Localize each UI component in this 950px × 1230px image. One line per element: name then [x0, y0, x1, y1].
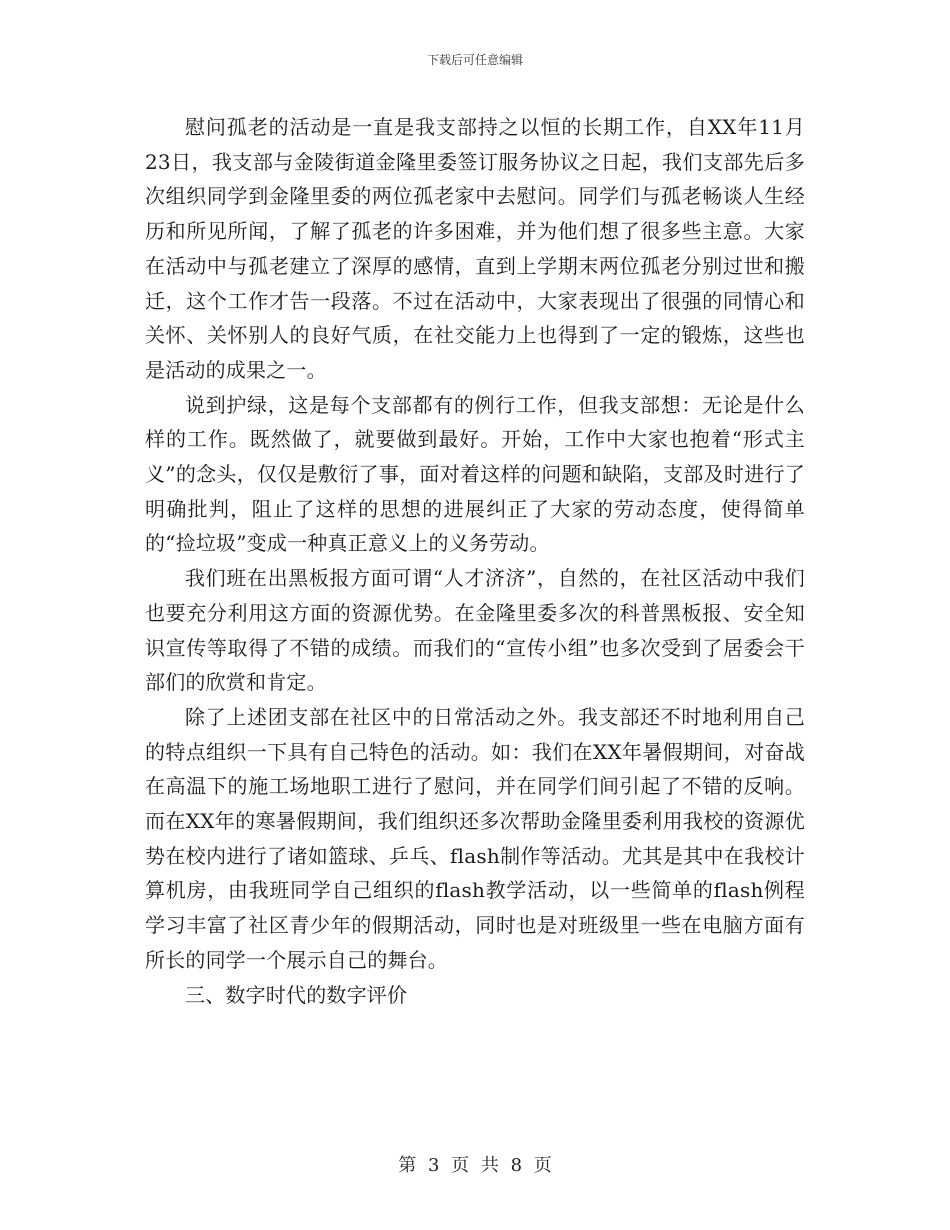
document-body [145, 110, 805, 1012]
page-header: 下载后可任意编辑 [426, 53, 523, 67]
paragraph-greening: 说到护绿，这是每个支部都有的例行工作，但我支部想：无论是什么样的工作。既然做了，就要做到最好。开始，工作中大家也抱着“形式主义”的念头，仅仅是敷衍了事，面对着这样的问题和缺陷，支部及时进行了明确批判，阻止了这样的思想的进展纠正了大家的劳动态度，使得简单的“捡垃圾”变成一种真正意义上的义务劳动。 [145, 392, 805, 556]
page-number: 第 3 页 共 8 页 [398, 1155, 552, 1176]
paragraph-blackboard: 我们班在出黑板报方面可谓“人才济济”，自然的，在社区活动中我们也要充分利用这方面的资源优势。在金隆里委多次的科普黑板报、安全知识宣传等取得了不错的成绩。而我们的“宣传小组”也多次受到了居委会干部们的欣赏和肯定。 [145, 566, 805, 695]
paragraph-special-activities: 除了上述团支部在社区中的日常活动之外。我支部还不时地利用自己的特点组织一下具有自己特色的活动。如：我们在XX年暑假期间，对奋战在高温下的施工场地职工进行了慰问，并在同学们间引起了不错的反响。而在XX年的寒暑假期间，我们组织还多次帮助金隆里委利用我校的资源优势在校内进行了诸如篮球、乒乓、flash制作等活动。尤其是其中在我校计算机房，由我班同学自己组织的flash教学活动，以一些简单的flash例程学习丰富了社区青少年的假期活动，同时也是对班级里一些在电脑方面有所长的同学一个展示自己的舞台。 [145, 704, 805, 972]
section-heading: 三、数字时代的数字评价 [185, 982, 408, 1007]
paragraph-elderly-visits: 慰问孤老的活动是一直是我支部持之以恒的长期工作，自XX年11月23日，我支部与金陵街道金隆里委签订服务协议之日起，我们支部先后多次组织同学到金隆里委的两位孤老家中去慰问。同学们与孤老畅谈人生经历和所见所闻，了解了孤老的许多困难，并为他们想了很多些主意。大家在活动中与孤老建立了深厚的感情，直到上学期末两位孤老分别过世和搬迁，这个工作才告一段落。不过在活动中，大家表现出了很强的同情心和关怀、关怀别人的良好气质，在社交能力上也得到了一定的锻炼，这些也是活动的成果之一。 [145, 115, 805, 382]
